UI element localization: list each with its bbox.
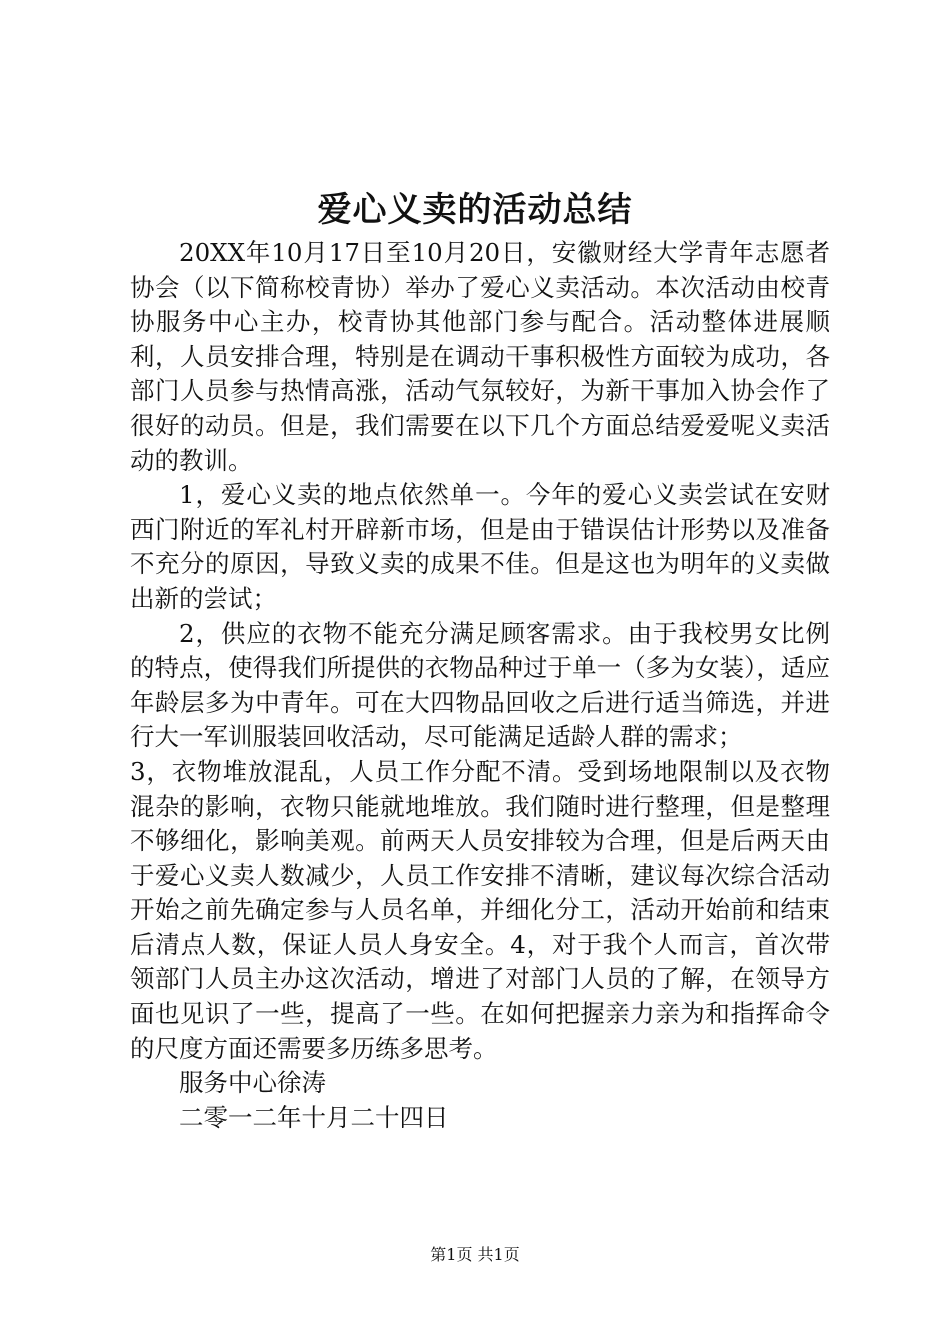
- signature: 服务中心徐涛: [179, 1068, 326, 1098]
- document-title: 爱心义卖的活动总结: [317, 190, 633, 230]
- document-body: [130, 236, 830, 1135]
- document-date: 二零一二年十月二十四日: [179, 1102, 449, 1132]
- paragraph-intro: 20XX年10月17日至10月20日，安徽财经大学青年志愿者协会（以下简称校青协）举办了爱心义卖活动。本次活动由校青协服务中心主办，校青协其他部门参与配合。活动整体进展顺利，人员安排合理，特别是在调动干事积极性方面较为成功，各部门人员参与热情高涨，活动气氛较好，为新干事加入协会作了很好的动员。但是，我们需要在以下几个方面总结爱爱呢义卖活动的教训。: [130, 238, 830, 475]
- paragraph-point-3: 3，衣物堆放混乱，人员工作分配不清。受到场地限制以及衣物混杂的影响，衣物只能就地堆放。我们随时进行整理，但是整理不够细化，影响美观。前两天人员安排较为合理，但是后两天由于爱心义卖人数减少，人员工作安排不清晰，建议每次综合活动开始之前先确定参与人员名单，并细化分工，活动开始前和结束后清点人数，保证人员人身安全。4，对于我个人而言，首次带领部门人员主办这次活动，增进了对部门人员的了解，在领导方面也见识了一些，提高了一些。在如何把握亲力亲为和指挥命令的尺度方面还需要多历练多思考。: [130, 756, 830, 1063]
- page-footer: 第1页 共1页: [430, 1245, 520, 1264]
- paragraph-point-1: 1，爱心义卖的地点依然单一。今年的爱心义卖尝试在安财西门附近的军礼村开辟新市场，但是由于错误估计形势以及准备不充分的原因，导致义卖的成果不佳。但是这也为明年的义卖做出新的尝试；: [130, 480, 830, 613]
- paragraph-point-2: 2，供应的衣物不能充分满足顾客需求。由于我校男女比例的特点，使得我们所提供的衣物品种过于单一（多为女装），适应年龄层多为中青年。可在大四物品回收之后进行适当筛选，并进行大一军训服装回收活动，尽可能满足适龄人群的需求；: [130, 618, 830, 752]
